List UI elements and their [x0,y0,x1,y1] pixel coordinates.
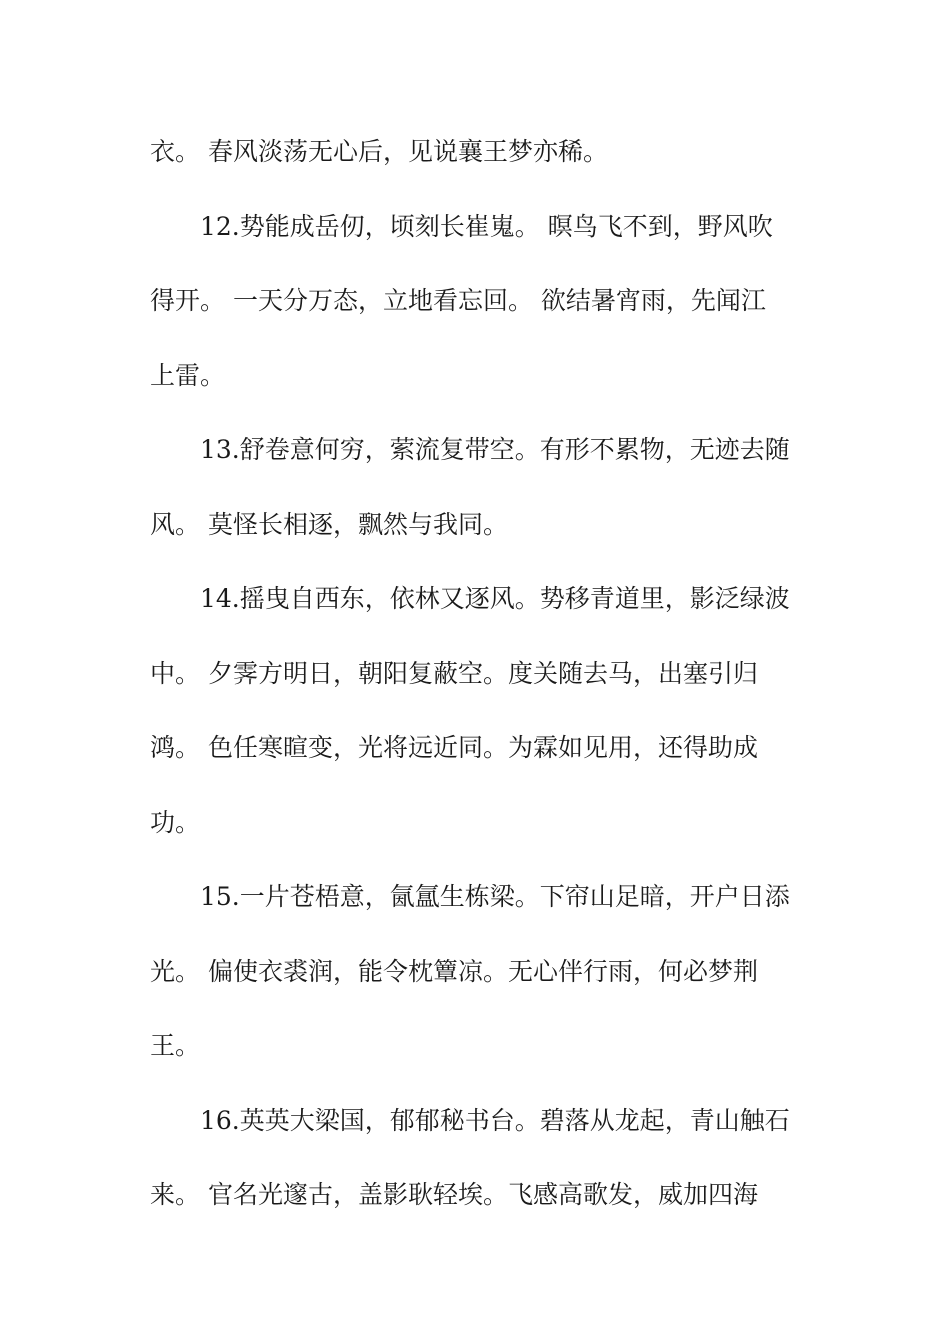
text-line: 15.一片苍梧意，氤氲生栋梁。下帘山足暗，开户日添 [200,882,790,911]
text-line: 14.摇曳自西东，依林又逐风。势移青道里，影泛绿波 [200,584,790,613]
text-line: 上雷。 [150,360,226,390]
text-line: 衣。 春风淡荡无心后，见说襄王梦亦稀。 [150,137,608,166]
text-line: 中。 夕霁方明日，朝阳复蔽空。度关随去马，出塞引归 [150,658,758,688]
text-line: 13.舒卷意何穷，萦流复带空。有形不累物，无迹去随 [200,435,790,464]
text-line: 风。 莫怪长相逐，飘然与我同。 [150,509,508,539]
document-page [150,115,810,1233]
text-line: 鸿。 色任寒暄变，光将远近同。为霖如见用，还得助成 [150,733,758,762]
text-line: 16.英英大梁国，郁郁秘书台。碧落从龙起，青山触石 [200,1105,790,1135]
text-line: 来。 官名光邃古，盖影耿轻埃。飞感高歌发，威加四海 [150,1180,758,1209]
text-line: 12.势能成岳仞，顷刻长崔嵬。 暝鸟飞不到，野风吹 [200,211,773,241]
text-line: 功。 [150,807,201,837]
text-line: 光。 偏使衣裘润，能令枕簟凉。无心伴行雨，何必梦荆 [150,956,758,986]
text-line: 得开。 一天分万态，立地看忘回。 欲结暑宵雨，先闻江 [150,286,766,315]
text-line: 王。 [150,1031,201,1060]
